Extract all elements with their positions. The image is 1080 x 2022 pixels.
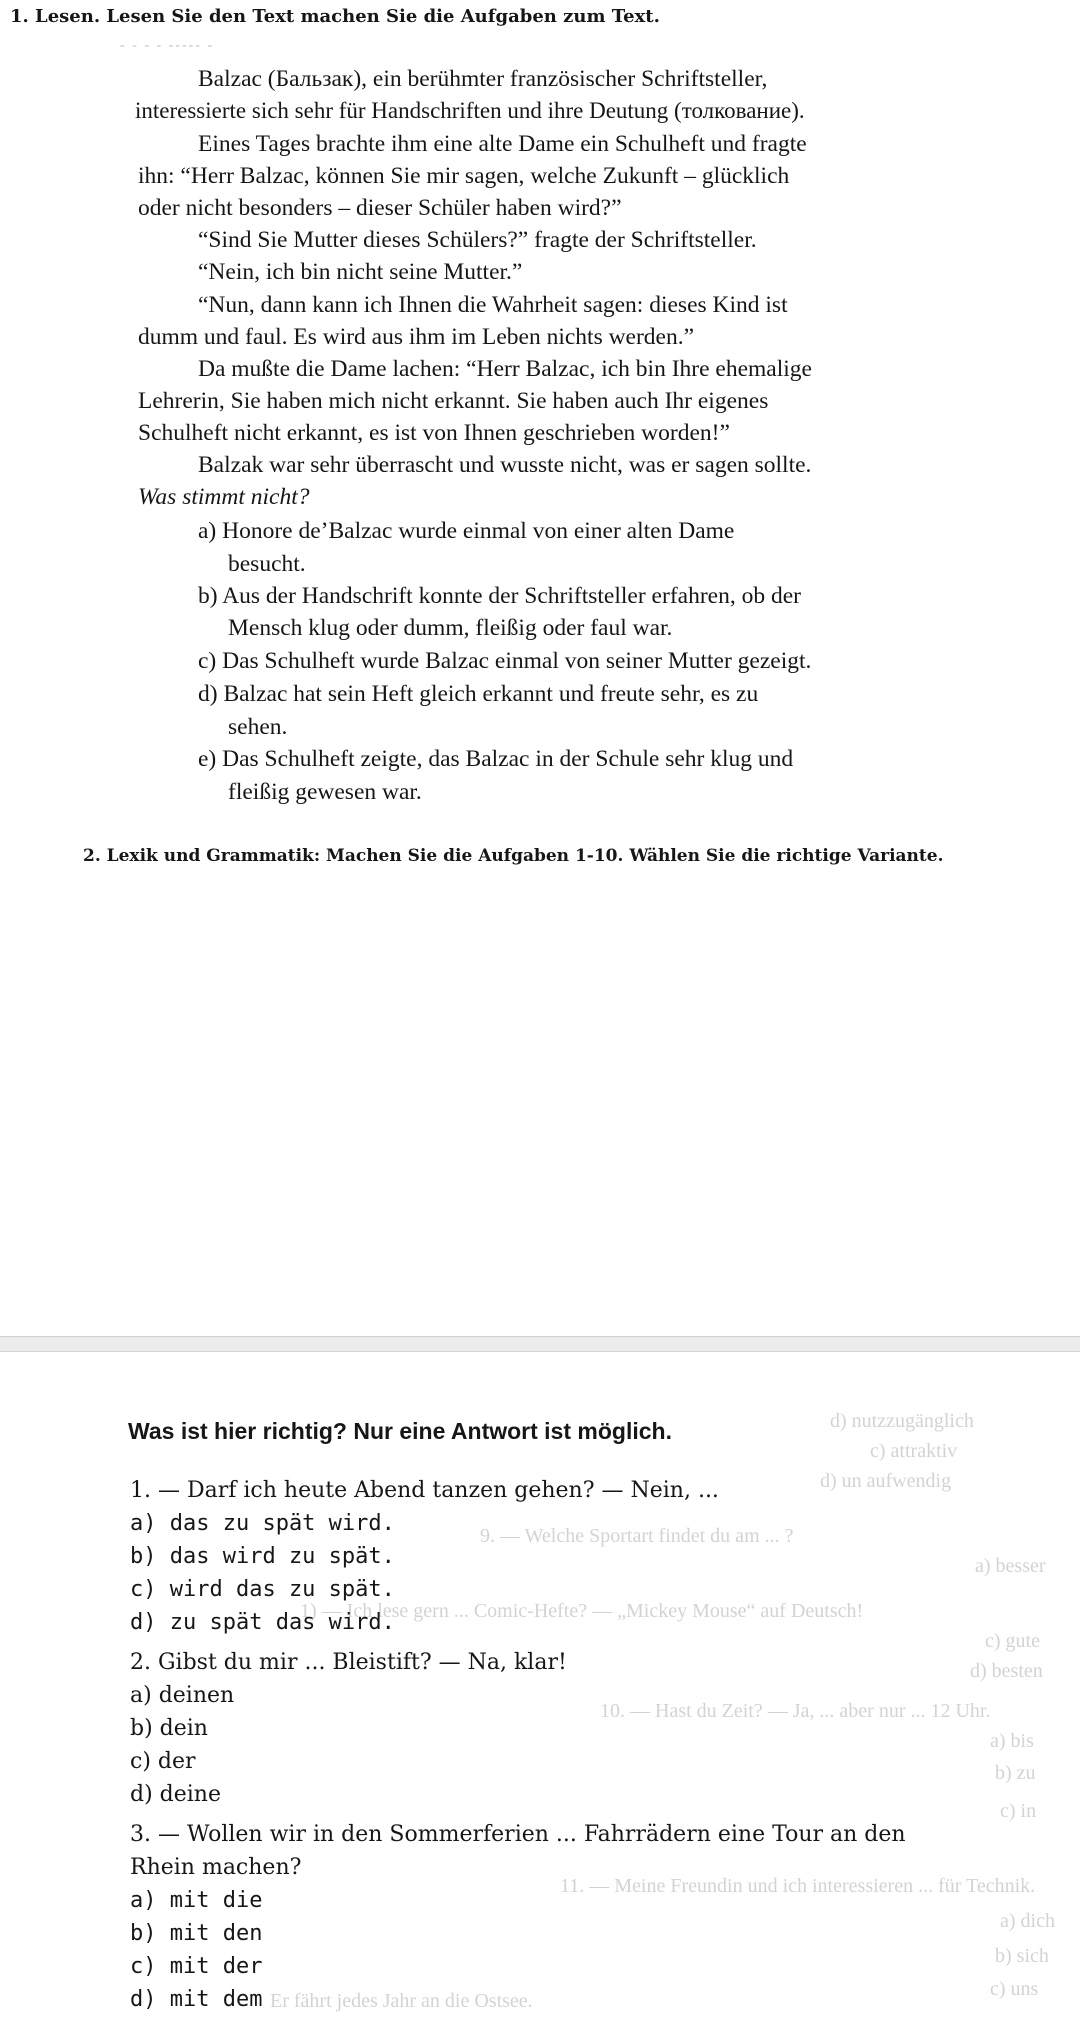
text-line: ihn: “Herr Balzac, können Sie mir sagen, welche Zukunft – glücklich — [138, 163, 790, 189]
ghost-line: c) in — [1000, 1800, 1037, 1822]
answer-option: b) dein — [130, 1716, 208, 1741]
question-prompt-continuation: Rhein machen? — [130, 1855, 302, 1880]
text-line: Eines Tages brachte ihm eine alte Dame ein Schulheft und fragte — [198, 131, 807, 157]
task1-heading: 1. Lesen. Lesen Sie den Text machen Sie die Aufgaben zum Text. — [10, 6, 660, 27]
option-e: e) Das Schulheft zeigte, das Balzac in der Schule sehr klug und — [198, 746, 794, 772]
option-b: b) Aus der Handschrift konnte der Schriftsteller erfahren, ob der — [198, 583, 801, 609]
answer-option: c) der — [130, 1749, 196, 1774]
text-line: “Nun, dann kann ich Ihnen die Wahrheit sagen: dieses Kind ist — [198, 292, 788, 318]
option-c: c) Das Schulheft wurde Balzac einmal von seiner Mutter gezeigt. — [198, 648, 812, 674]
answer-option: a) mit die — [130, 1888, 263, 1913]
answer-option: b) mit den — [130, 1921, 263, 1946]
ghost-line: c) uns — [990, 1978, 1039, 2000]
exercise-title: Was ist hier richtig? Nur eine Antwort ist möglich. — [128, 1418, 672, 1444]
text-line: Lehrerin, Sie haben mich nicht erkannt. Sie haben auch Ihr eigenes — [138, 388, 769, 414]
text-line: dumm und faul. Es wird aus ihm im Leben nichts werden.” — [138, 324, 695, 350]
question-prompt: 2. Gibst du mir ... Bleistift? — Na, klar! — [130, 1650, 567, 1675]
ghost-line: 1) — Ich lese gern ... Comic-Hefte? — „Mickey Mouse“ auf Deutsch! — [300, 1600, 864, 1622]
page-gap — [0, 1337, 1080, 1351]
option-d: d) Balzac hat sein Heft gleich erkannt und freute sehr, es zu — [198, 681, 759, 707]
ghost-line: 10. — Hast du Zeit? — Ja, ... aber nur ... 12 Uhr. — [600, 1700, 991, 1722]
option-continuation: fleißig gewesen war. — [228, 779, 422, 805]
question-prompt: 1. — Darf ich heute Abend tanzen gehen? — Nein, ... — [130, 1478, 719, 1503]
ghost-line: a) dich — [1000, 1910, 1055, 1932]
text-line: “Nein, ich bin nicht seine Mutter.” — [198, 259, 523, 285]
question-prompt: 3. — Wollen wir in den Sommerferien ... Fahrrädern eine Tour an den — [130, 1822, 906, 1847]
ghost-line: c) gute — [985, 1630, 1040, 1652]
ghost-line: d) un aufwendig — [820, 1470, 952, 1492]
ghost-line: c) attraktiv — [870, 1440, 958, 1462]
text-line: Da mußte die Dame lachen: “Herr Balzac, ich bin Ihre ehemalige — [198, 356, 812, 382]
answer-option: d) mit dem — [130, 1987, 263, 2012]
text-line: “Sind Sie Mutter dieses Schülers?” fragte der Schriftsteller. — [198, 227, 757, 253]
answer-option: d) deine — [130, 1782, 221, 1807]
question-label: Was stimmt nicht? — [138, 484, 310, 510]
task2-heading: 2. Lexik und Grammatik: Machen Sie die Aufgaben 1-10. Wählen Sie die richtige Variante. — [83, 846, 944, 866]
ghost-line: b) zu — [995, 1762, 1036, 1784]
answer-option: c) wird das zu spät. — [130, 1577, 395, 1602]
page-divider — [0, 1351, 1080, 1352]
ghost-line: b) sich — [995, 1945, 1049, 1967]
ghost-line: d) besten — [970, 1660, 1043, 1682]
faded-mark: ‐ ‐ ‐ ‐ ‐‐‐‐‐ ‐ — [120, 38, 215, 53]
ghost-line: 9. — Welche Sportart findet du am ... ? — [480, 1525, 794, 1547]
text-line: oder nicht besonders – dieser Schüler haben wird?” — [138, 195, 622, 221]
text-line: Schulheft nicht erkannt, es ist von Ihnen geschrieben worden!” — [138, 420, 730, 446]
answer-option: a) deinen — [130, 1683, 235, 1708]
option-continuation: besucht. — [228, 551, 306, 577]
text-line: Balzac (Бальзак), ein berühmter französischer Schriftsteller, — [198, 66, 768, 92]
option-a: a) Honore de’Balzac wurde einmal von einer alten Dame — [198, 518, 735, 544]
answer-option: a) das zu spät wird. — [130, 1511, 395, 1536]
ghost-line: 11. — Meine Freundin und ich interessieren ... für Technik. — [560, 1875, 1036, 1897]
text-line: interessierte sich sehr für Handschriften und ihre Deutung (толкование). — [135, 98, 805, 123]
option-continuation: sehen. — [228, 714, 288, 740]
ghost-line: d) nutzzugänglich — [830, 1410, 974, 1432]
option-continuation: Mensch klug oder dumm, fleißig oder faul war. — [228, 615, 673, 641]
ghost-line: Er fährt jedes Jahr an die Ostsee. — [270, 1990, 533, 2012]
ghost-line: a) bis — [990, 1730, 1034, 1752]
answer-option: c) mit der — [130, 1954, 263, 1979]
answer-option: b) das wird zu spät. — [130, 1544, 395, 1569]
answer-option: d) zu spät das wird. — [130, 1610, 395, 1635]
text-line: Balzak war sehr überrascht und wusste nicht, was er sagen sollte. — [198, 452, 812, 478]
ghost-line: a) besser — [975, 1555, 1046, 1577]
